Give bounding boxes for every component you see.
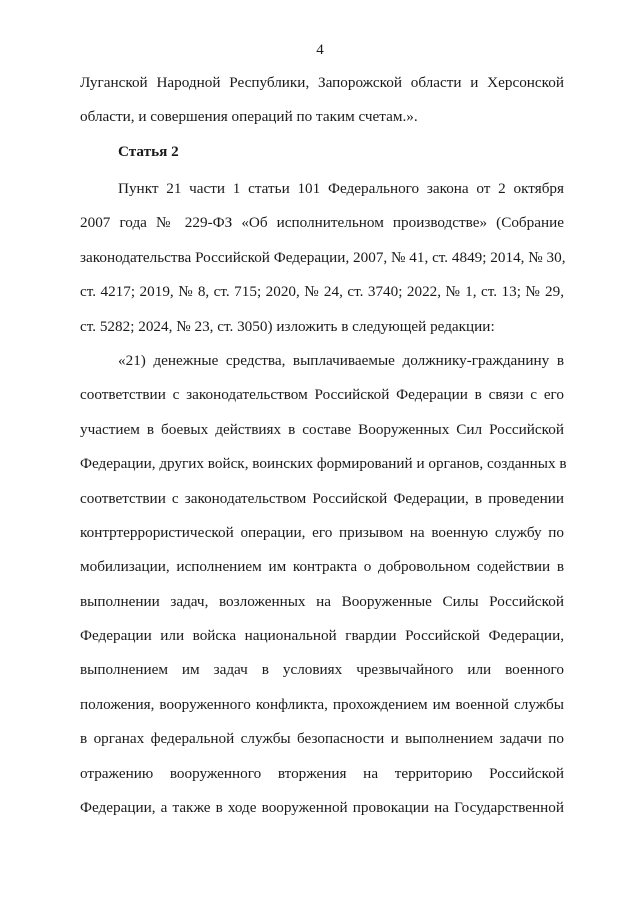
text-line: положения, вооруженного конфликта, прохождением им военной службы — [80, 695, 564, 713]
text-line: Пункт 21 части 1 статьи 101 Федерального закона от 2 октября — [118, 180, 564, 197]
text-line: области, и совершения операций по таким счетам.». — [80, 108, 418, 126]
text-line: выполнении задач, возложенных на Вооруженные Силы Российской — [80, 592, 564, 610]
text-line: Луганской Народной Республики, Запорожской области и Херсонской — [80, 74, 564, 91]
continued-paragraph — [80, 66, 564, 135]
text-line: контртеррористической операции, его призывом на военную службу по — [80, 523, 564, 541]
text-line: 2007 года № 229-ФЗ «Об исполнительном производстве» (Собрание — [80, 214, 564, 232]
text-line: Федерации, а также в ходе вооруженной провокации на Государственной — [80, 799, 564, 817]
text-line: соответствии с законодательством Российской Федерации в связи с его — [80, 386, 564, 404]
text-line: мобилизации, исполнением им контракта о добровольном содействии в — [80, 558, 564, 576]
text-line: соответствии с законодательством Российской Федерации, в проведении — [80, 489, 564, 507]
text-line: участием в боевых действиях в составе Вооруженных Сил Российской — [80, 420, 564, 438]
text-line: ст. 4217; 2019, № 8, ст. 715; 2020, № 24, ст. 3740; 2022, № 1, ст. 13; № 29, — [80, 283, 564, 301]
text-line: отражению вооруженного вторжения на территорию Российской — [80, 764, 564, 782]
text-line: в органах федеральной службы безопасности и выполнением задачи по — [80, 730, 564, 748]
article-heading: Статья 2 — [118, 143, 179, 160]
article-body — [80, 172, 567, 825]
text-line: ст. 5282; 2024, № 23, ст. 3050) изложить в следующей редакции: — [80, 317, 495, 335]
text-line: «21) денежные средства, выплачиваемые должнику-гражданину в — [118, 351, 564, 369]
text-line: законодательства Российской Федерации, 2007, № 41, ст. 4849; 2014, № 30, — [80, 248, 566, 266]
page-number: 4 — [316, 42, 324, 58]
text-line: Федерации, других войск, воинских формирований и органов, созданных в — [80, 455, 567, 473]
text-line: выполнением им задач в условиях чрезвычайного или военного — [80, 661, 564, 679]
text-line: Федерации или войска национальной гвардии Российской Федерации, — [80, 627, 564, 645]
